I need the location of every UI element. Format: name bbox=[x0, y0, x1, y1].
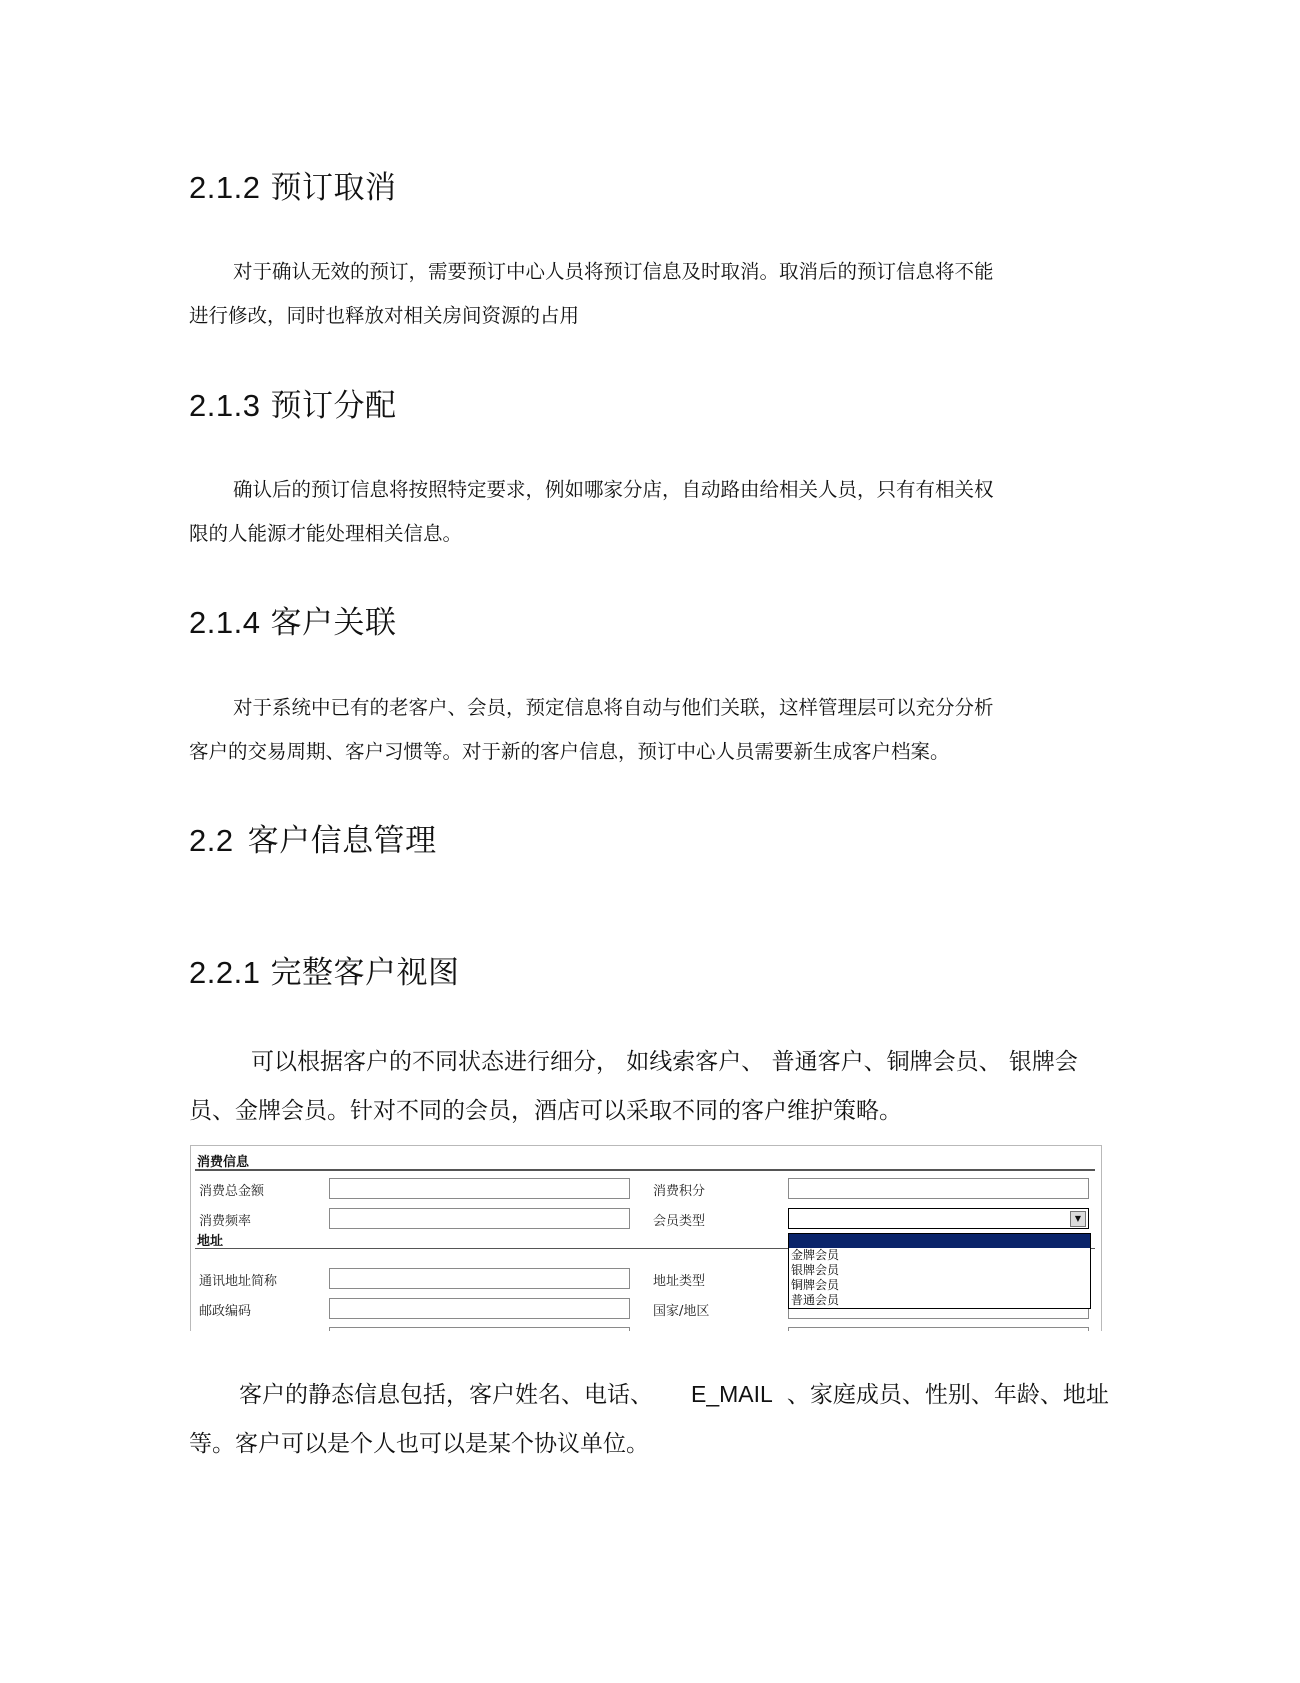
heading-2-2-1: 2.2.1 完整客户视图 bbox=[189, 955, 460, 991]
member-type-label: 会员类型 bbox=[653, 1214, 706, 1229]
member-type-dropdown[interactable] bbox=[788, 1233, 1091, 1309]
postcode-input[interactable] bbox=[329, 1298, 630, 1319]
heading-2-2: 2.2 客户信息管理 bbox=[189, 823, 437, 859]
points-input[interactable] bbox=[788, 1178, 1089, 1199]
address-name-label: 通讯地址简称 bbox=[199, 1274, 278, 1289]
dropdown-option[interactable]: 铜牌会员 bbox=[791, 1278, 840, 1292]
points-label: 消费积分 bbox=[653, 1184, 706, 1199]
frequency-input[interactable] bbox=[329, 1208, 630, 1229]
consumption-section-title: 消费信息 bbox=[197, 1155, 250, 1170]
heading-2-1-4: 2.1.4 客户关联 bbox=[189, 605, 397, 641]
address-section-title: 地址 bbox=[197, 1234, 224, 1249]
section-divider bbox=[195, 1169, 1095, 1171]
customer-form-screenshot bbox=[190, 1145, 1102, 1331]
next-row-input[interactable] bbox=[329, 1327, 630, 1331]
paragraph-allocation: 确认后的预订信息将按照特定要求，例如哪家分店，自动路由给相关人员，只有有相关权限的人能源才能处理相关信息。 bbox=[189, 478, 994, 545]
paragraph-static-info: 客户的静态信息包括，客户姓名、电话、 E_MAIL 、家庭成员、性别、年龄、地址等。客户可以是个人也可以是某个协议单位。 bbox=[189, 1381, 1109, 1457]
heading-2-1-2: 2.1.2 预订取消 bbox=[189, 170, 397, 206]
dropdown-highlight-option[interactable] bbox=[789, 1234, 1090, 1248]
paragraph-customer-link: 对于系统中已有的老客户、会员，预定信息将自动与他们关联，这样管理层可以充分分析客户的交易周期、客户习惯等。对于新的客户信息，预订中心人员需要新生成客户档案。 bbox=[189, 696, 994, 763]
dropdown-option[interactable]: 银牌会员 bbox=[791, 1263, 840, 1277]
member-type-select[interactable] bbox=[788, 1208, 1089, 1229]
chevron-down-icon[interactable]: ▼ bbox=[1070, 1211, 1086, 1227]
postcode-label: 邮政编码 bbox=[199, 1304, 252, 1319]
heading-2-1-3: 2.1.3 预订分配 bbox=[189, 388, 397, 424]
total-amount-label: 消费总金额 bbox=[199, 1184, 265, 1199]
address-type-label: 地址类型 bbox=[653, 1274, 706, 1289]
next-row-input[interactable] bbox=[788, 1327, 1089, 1331]
dropdown-option[interactable]: 金牌会员 bbox=[791, 1248, 840, 1262]
paragraph-cancel: 对于确认无效的预订，需要预订中心人员将预订信息及时取消。取消后的预订信息将不能进行修改，同时也释放对相关房间资源的占用 bbox=[189, 260, 994, 327]
address-name-input[interactable] bbox=[329, 1268, 630, 1289]
dropdown-option[interactable]: 普通会员 bbox=[791, 1293, 840, 1307]
country-label: 国家/地区 bbox=[653, 1304, 710, 1319]
frequency-label: 消费频率 bbox=[199, 1214, 252, 1229]
total-amount-input[interactable] bbox=[329, 1178, 630, 1199]
paragraph-customer-view: 可以根据客户的不同状态进行细分， 如线索客户、 普通客户、铜牌会员、 银牌会员、金牌会员。针对不同的会员，酒店可以采取不同的客户维护策略。 bbox=[189, 1049, 1078, 1124]
